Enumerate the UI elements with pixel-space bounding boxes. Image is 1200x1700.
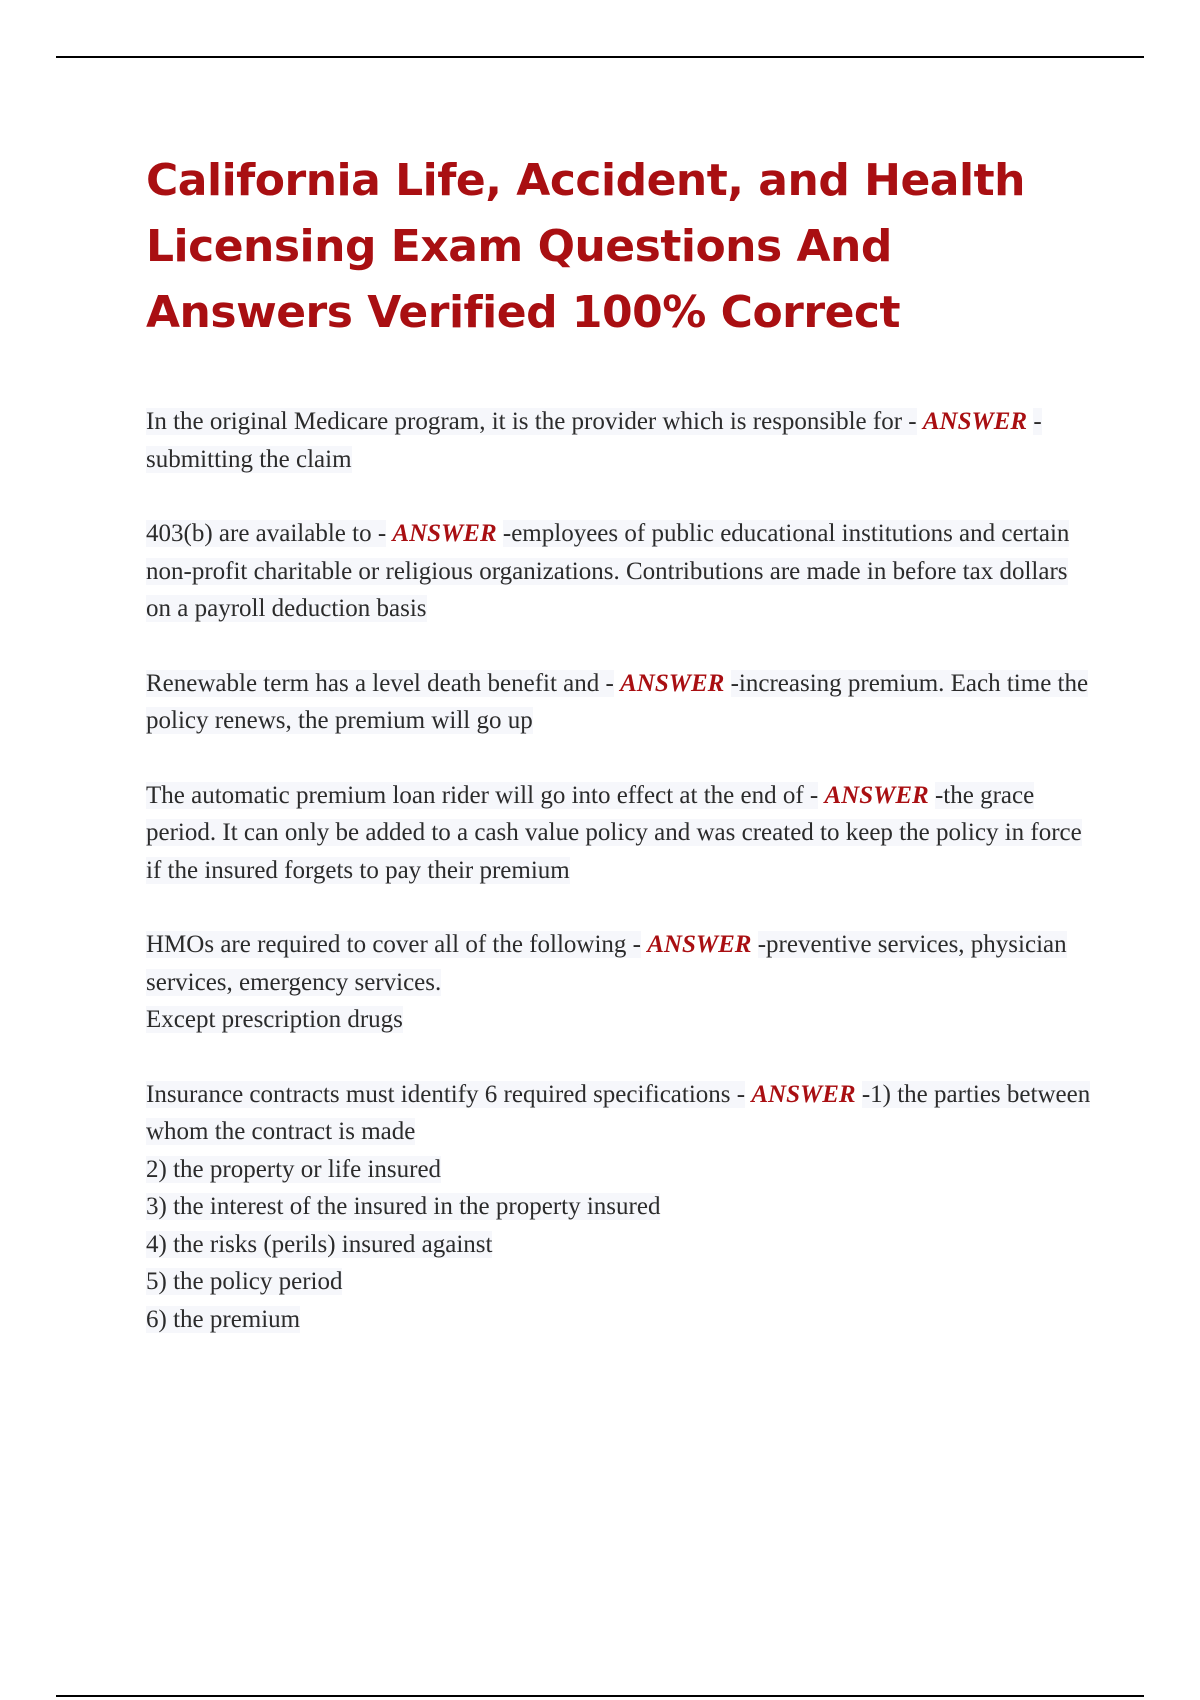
answer-text: -submitting the claim [146,408,1042,473]
document-title: California Life, Accident, and Health Licensing Exam Questions And Answers Verified 100% Correct [146,155,1025,338]
answer-text: -the grace period. It can only be added to a cash value policy and was created to keep the policy in force if the insured forgets to pay their premium [146,781,1082,884]
top-rule [56,56,1144,58]
question-text: Renewable term has a level death benefit and - [146,669,614,697]
answer-text: -1) the parties between whom the contract is made 2) the property or life insured 3) the interest of the insured in the property insured 4) the risks (perils) insured against 5) the policy period 6) the premium [146,1080,1091,1333]
qa-item [146,1076,1096,1339]
answer-text: -employees of public educational institutions and certain non-profit charitable or religious organizations. Contributions are made in before tax dollars on a payroll deduction basis [146,520,1070,622]
qa-item [146,403,1096,478]
question-text: 403(b) are available to - [146,520,387,547]
question-text: Insurance contracts must identify 6 required specifications - [146,1080,746,1108]
page-content [146,148,1096,1375]
answer-label: ANSWER [751,1080,856,1108]
answer-label: ANSWER [620,669,725,697]
qa-item [146,665,1096,740]
answer-label: ANSWER [647,931,752,958]
qa-item [146,777,1096,890]
qa-list [146,403,1096,1338]
question-text: In the original Medicare program, it is the provider which is responsible for - [146,408,917,435]
answer-label: ANSWER [824,781,929,809]
bottom-rule [56,1695,1144,1697]
answer-text: -increasing premium. Each time the policy renews, the premium will go up [146,669,1089,734]
qa-item [146,926,1096,1039]
question-text: The automatic premium loan rider will go into effect at the end of - [146,781,819,809]
qa-item [146,515,1096,628]
question-text: HMOs are required to cover all of the following - [146,931,641,958]
answer-label: ANSWER [392,520,497,547]
answer-label: ANSWER [922,408,1028,435]
answer-text: -preventive services, physician services, emergency services. Except prescription drugs [146,931,1067,1033]
